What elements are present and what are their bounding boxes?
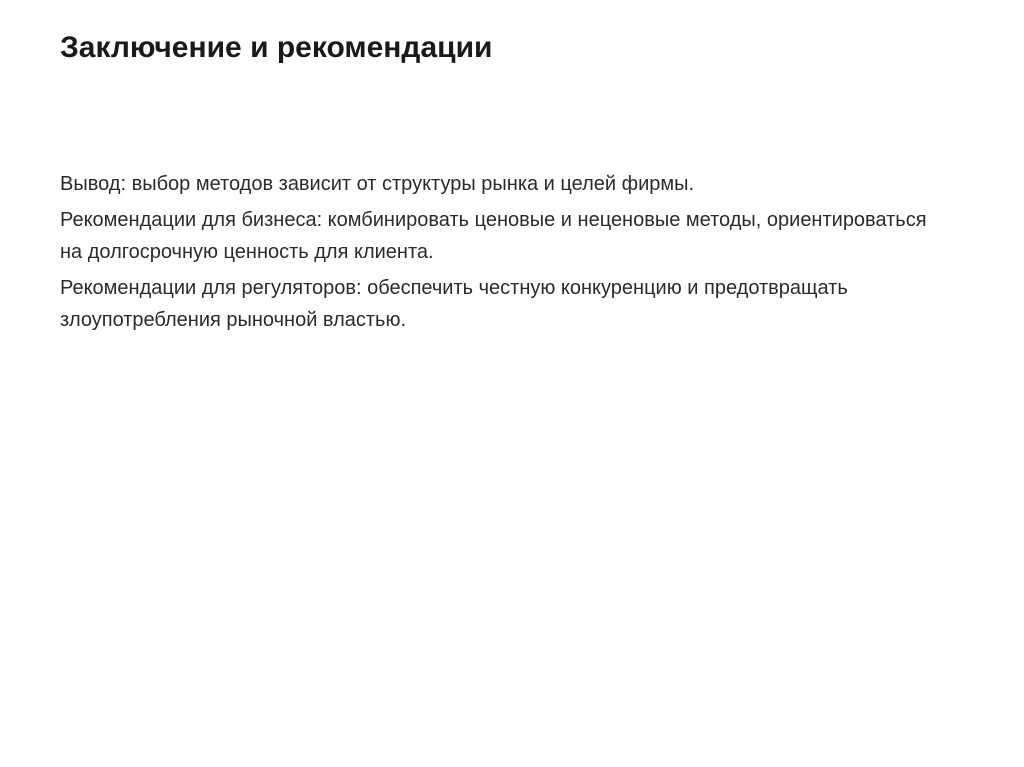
- conclusion-paragraph: Вывод: выбор методов зависит от структуры рынка и целей фирмы.: [60, 173, 695, 195]
- business-recommendations-paragraph: Рекомендации для бизнеса: комбинировать ценовые и неценовые методы, ориентироваться на долгосрочную ценность для клиента.: [60, 209, 927, 263]
- slide-title: Заключение и рекомендации: [60, 31, 493, 64]
- regulator-recommendations-paragraph: Рекомендации для регуляторов: обеспечить честную конкуренцию и предотвращать злоупотребления рыночной властью.: [60, 277, 848, 331]
- slide-body: [60, 168, 940, 340]
